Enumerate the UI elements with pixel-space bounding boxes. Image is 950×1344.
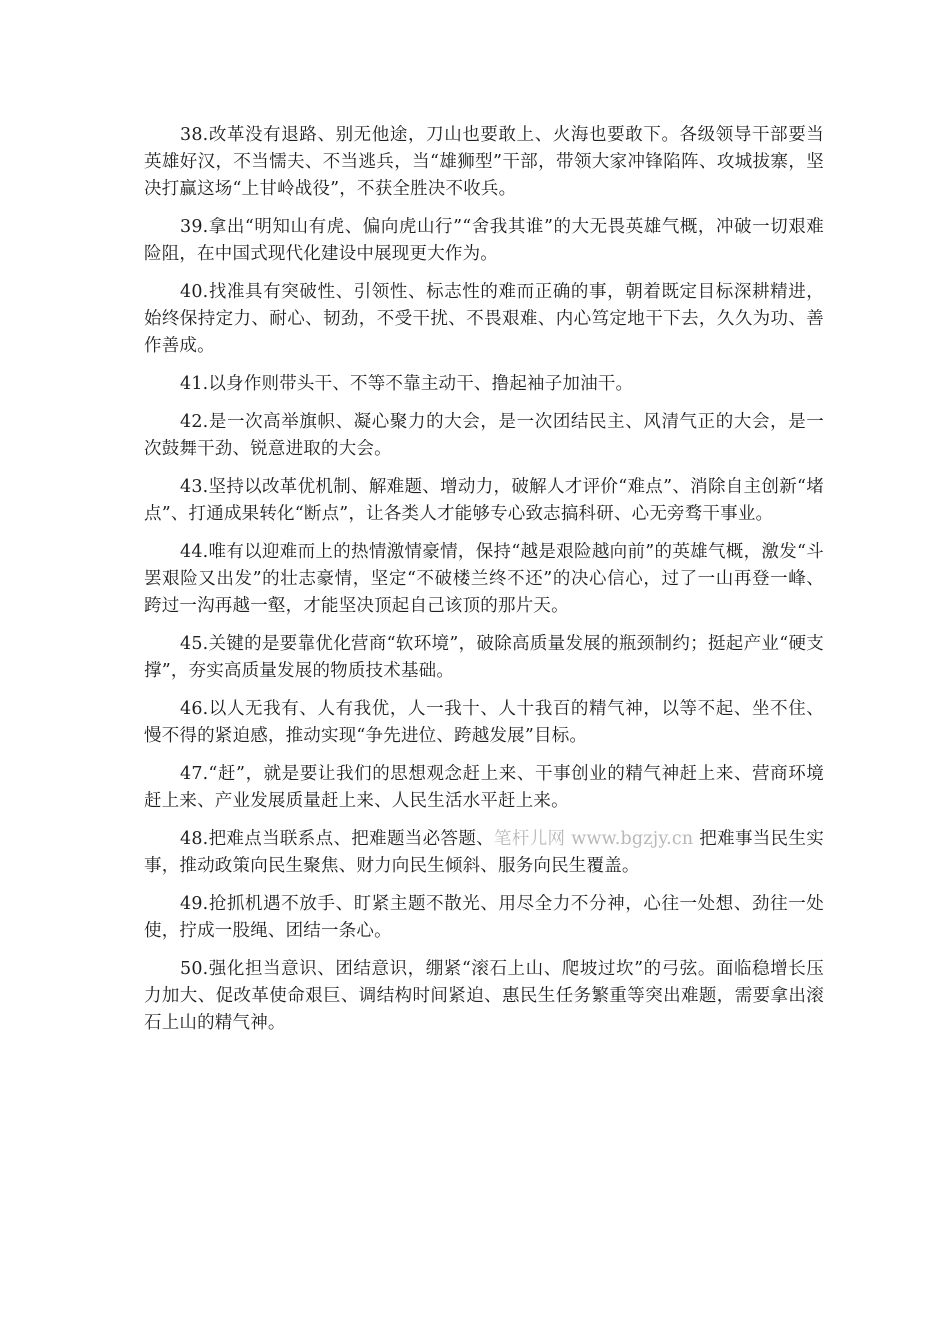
paragraph-50: 50.强化担当意识、团结意识，绷紧“滚石上山、爬坡过坎”的弓弦。面临稳增长压力加大、促改革使命艰巨、调结构时间紧迫、惠民生任务繁重等突出难题，需要拿出滚石上山的精气神。: [144, 959, 824, 1033]
paragraph-41: 41.以身作则带头干、不等不靠主动干、撸起袖子加油干。: [180, 374, 634, 394]
paragraph-44: 44.唯有以迎难而上的热情激情豪情，保持“越是艰险越向前”的英雄气概，激发“斗罢艰险又出发”的壮志豪情，坚定“不破楼兰终不还”的决心信心，过了一山再登一峰、跨过一沟再越一壑，才能坚决顶起自己该顶的那片天。: [144, 542, 824, 616]
paragraph-48: [144, 826, 824, 880]
paragraph-48-end: 把难事当民生实事，推动政策向民生聚焦、财力向民生倾斜、服务向民生覆盖。: [144, 829, 824, 876]
paragraph-49: 49.抢抓机遇不放手、盯紧主题不散光、用尽全力不分神，心往一处想、劲往一处使，拧成一股绳、团结一条心。: [144, 894, 824, 941]
document-page: [144, 122, 824, 1048]
paragraph-48-start: 48.把难点当联系点、把难题当必答题、: [180, 829, 495, 849]
paragraph-40: 40.找准具有突破性、引领性、标志性的难而正确的事，朝着既定目标深耕精进，始终保持定力、耐心、韧劲，不受干扰、不畏艰难、内心笃定地干下去，久久为功、善作善成。: [144, 282, 824, 356]
paragraph-38: 38.改革没有退路、别无他途，刀山也要敢上、火海也要敢下。各级领导干部要当英雄好汉，不当懦夫、不当逃兵，当“雄狮型”干部，带领大家冲锋陷阵、攻城拔寨，坚决打赢这场“上甘岭战役”，不获全胜决不收兵。: [144, 125, 824, 199]
site-watermark: 笔杆儿网 www.bgzjy.cn: [494, 829, 694, 849]
paragraph-46: 46.以人无我有、人有我优，人一我十、人十我百的精气神，以等不起、坐不住、慢不得的紧迫感，推动实现“争先进位、跨越发展”目标。: [144, 699, 824, 746]
paragraph-39: 39.拿出“明知山有虎、偏向虎山行”“舍我其谁”的大无畏英雄气概，冲破一切艰难险阻，在中国式现代化建设中展现更大作为。: [144, 217, 824, 264]
paragraph-43: 43.坚持以改革优机制、解难题、增动力，破解人才评价“难点”、消除自主创新“堵点”、打通成果转化“断点”，让各类人才能够专心致志搞科研、心无旁骛干事业。: [144, 477, 824, 524]
paragraph-45: 45.关键的是要靠优化营商“软环境”，破除高质量发展的瓶颈制约；挺起产业“硬支撑”，夯实高质量发展的物质技术基础。: [144, 634, 824, 681]
paragraph-42: 42.是一次高举旗帜、凝心聚力的大会，是一次团结民主、风清气正的大会，是一次鼓舞干劲、锐意进取的大会。: [144, 412, 824, 459]
paragraph-47: 47.“赶”，就是要让我们的思想观念赶上来、干事创业的精气神赶上来、营商环境赶上来、产业发展质量赶上来、人民生活水平赶上来。: [144, 764, 824, 811]
